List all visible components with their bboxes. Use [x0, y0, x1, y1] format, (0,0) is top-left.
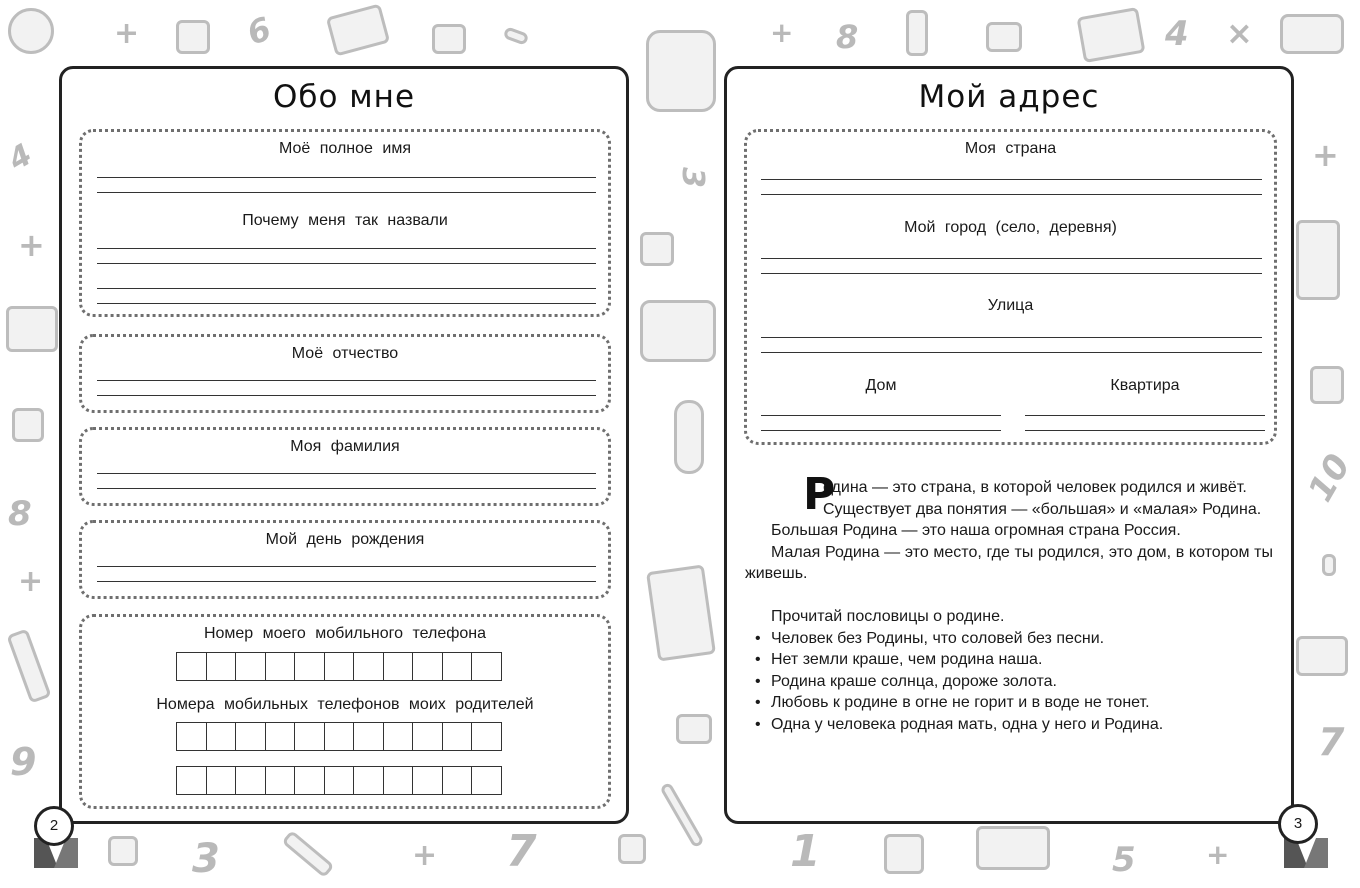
plus-doodle: + [18, 564, 44, 599]
digit-doodle: 7 [1318, 720, 1345, 764]
digit-cell[interactable] [383, 766, 414, 795]
full-name-line[interactable] [97, 177, 596, 178]
compass-icon [281, 830, 334, 878]
digit-cell[interactable] [294, 766, 325, 795]
city-label: Мой город (село, деревня) [904, 219, 1117, 236]
patronymic-line[interactable] [97, 395, 596, 396]
plus-doodle: + [1206, 838, 1230, 871]
digit-cell[interactable] [176, 766, 207, 795]
proverbs-intro: Прочитай пословицы о родине. [771, 607, 1005, 625]
mobile-label: Номер моего мобильного телефона [203, 625, 487, 642]
page-title: Мой адрес [918, 79, 1100, 115]
proverb-item: • Человек без Родины, что соловей без песни. [751, 628, 1273, 650]
parent-number-cells[interactable] [176, 766, 501, 795]
plus-doodle: + [18, 226, 45, 264]
scroll-icon [646, 564, 716, 661]
eraser-icon [986, 22, 1022, 52]
plus-doodle: + [1312, 136, 1339, 174]
apartment-line[interactable] [1025, 415, 1265, 416]
proverb-item: • Любовь к родине в огне не горит и в воде не тонет. [751, 692, 1273, 714]
digit-cell[interactable] [324, 652, 355, 681]
country-label: Моя страна [964, 140, 1057, 157]
calculator-icon [1310, 366, 1344, 404]
digit-cell[interactable] [353, 722, 384, 751]
plus-doodle: + [412, 838, 438, 873]
spacer [745, 585, 1273, 606]
digit-cell[interactable] [412, 652, 443, 681]
parent-number-cells[interactable] [176, 722, 501, 751]
chalk-icon [503, 26, 530, 45]
eraser-icon [432, 24, 466, 54]
paragraph-text: Существует два понятия — «большая» и «малая» Родина. [823, 500, 1262, 518]
digit-cell[interactable] [206, 722, 237, 751]
house-label: Дом [865, 377, 897, 394]
plus-doodle: + [114, 16, 140, 51]
digit-cell[interactable] [383, 652, 414, 681]
homeland-text [745, 469, 1273, 736]
chalk-icon [1322, 554, 1336, 576]
paragraph-text: одина — это страна, в которой человек родился и живёт. [823, 479, 1247, 496]
digit-cell[interactable] [412, 722, 443, 751]
digit-cell[interactable] [324, 766, 355, 795]
ruler-icon [6, 628, 51, 703]
digit-cell[interactable] [383, 722, 414, 751]
right-page [724, 66, 1294, 824]
why-named-label: Почему меня так назвали [242, 212, 448, 229]
mobile-number-cells[interactable] [176, 652, 501, 681]
proverb-item: • Нет земли краше, чем родина наша. [751, 649, 1273, 671]
full-name-line[interactable] [97, 192, 596, 193]
paragraph: Малая Родина — это место, где ты родился, это дом, в котором ты живешь. [745, 543, 1273, 583]
page-number-badge: 2 [34, 806, 74, 846]
pen-icon [659, 782, 704, 849]
digit-cell[interactable] [294, 652, 325, 681]
open-book-icon [1296, 636, 1348, 676]
times-doodle: × [1226, 14, 1253, 52]
street-line[interactable] [761, 337, 1262, 338]
apple-books-icon [640, 300, 716, 362]
digit-cell[interactable] [265, 766, 296, 795]
calculator-icon [640, 232, 674, 266]
digit-doodle: 3 [192, 836, 220, 882]
eraser-icon [676, 714, 712, 744]
book-icon [6, 306, 58, 352]
digit-cell[interactable] [442, 722, 473, 751]
digit-doodle: 10 [1300, 447, 1359, 509]
house-line[interactable] [761, 415, 1001, 416]
house-line[interactable] [761, 430, 1001, 431]
digit-cell[interactable] [353, 652, 384, 681]
apartment-label: Квартира [1110, 377, 1180, 394]
digit-doodle: 5 [1112, 840, 1136, 880]
calculator-icon [884, 834, 924, 874]
city-line[interactable] [761, 273, 1262, 274]
digit-cell[interactable] [235, 722, 266, 751]
ribbon-icon [1304, 838, 1328, 868]
digit-cell[interactable] [471, 722, 502, 751]
digit-cell[interactable] [176, 652, 207, 681]
page-number-badge: 3 [1278, 804, 1318, 844]
digit-cell[interactable] [206, 766, 237, 795]
digit-cell[interactable] [176, 722, 207, 751]
globe-icon [8, 8, 54, 54]
surname-line[interactable] [97, 473, 596, 474]
digit-cell[interactable] [442, 652, 473, 681]
puzzle-icon [176, 20, 210, 54]
address-section [744, 129, 1277, 445]
birthday-section [79, 520, 611, 599]
graduation-cap-icon [1280, 14, 1344, 54]
why-named-line[interactable] [97, 263, 596, 264]
digit-doodle: 8 [8, 494, 32, 534]
city-line[interactable] [761, 258, 1262, 259]
digit-cell[interactable] [235, 652, 266, 681]
full-name-label: Моё полное имя [279, 140, 411, 157]
digit-cell[interactable] [324, 722, 355, 751]
street-line[interactable] [761, 352, 1262, 353]
why-named-line[interactable] [97, 288, 596, 289]
birthday-line[interactable] [97, 581, 596, 582]
owl-icon [674, 400, 704, 474]
left-page [59, 66, 629, 824]
digit-cell[interactable] [206, 652, 237, 681]
digit-cell[interactable] [235, 766, 266, 795]
plus-doodle: + [770, 16, 794, 49]
digit-cell[interactable] [265, 722, 296, 751]
notebook-icon [326, 3, 390, 56]
eraser-icon [108, 836, 138, 866]
street-label: Улица [987, 297, 1034, 314]
drop-cap: Р [803, 469, 836, 520]
books-icon [906, 10, 928, 56]
birthday-label: Мой день рождения [265, 531, 425, 548]
country-line[interactable] [761, 194, 1262, 195]
proverb-item: • Одна у человека родная мать, одна у него и Родина. [751, 714, 1273, 736]
name-section [79, 129, 611, 317]
digit-cell[interactable] [442, 766, 473, 795]
digit-doodle: 4 [2, 137, 39, 178]
digit-doodle: 9 [10, 740, 37, 784]
digit-cell[interactable] [412, 766, 443, 795]
backpack-icon [646, 30, 716, 112]
digit-doodle: 8 [836, 18, 859, 56]
pencil-cup-icon [1296, 220, 1340, 300]
digit-cell[interactable] [471, 766, 502, 795]
apartment-line[interactable] [1025, 430, 1265, 431]
country-line[interactable] [761, 179, 1262, 180]
sharpener-icon [12, 408, 44, 442]
paragraph: Большая Родина — это наша огромная страна Россия. [771, 522, 1181, 540]
surname-line[interactable] [97, 488, 596, 489]
digit-doodle: 3 [674, 167, 710, 188]
why-named-line[interactable] [97, 303, 596, 304]
patronymic-section [79, 334, 611, 413]
surname-section [79, 427, 611, 506]
patronymic-line[interactable] [97, 380, 596, 381]
digit-doodle: 6 [242, 9, 277, 53]
proverb-item: • Родина краше солнца, дороже золота. [751, 671, 1273, 693]
digit-cell[interactable] [471, 652, 502, 681]
digit-cell[interactable] [265, 652, 296, 681]
page-title: Обо мне [272, 79, 416, 115]
ruler-triangle-icon [1076, 7, 1145, 63]
digit-cell[interactable] [353, 766, 384, 795]
phones-section [79, 614, 611, 809]
birthday-line[interactable] [97, 566, 596, 567]
why-named-line[interactable] [97, 248, 596, 249]
parents-mobile-label: Номера мобильных телефонов моих родителей [156, 696, 534, 713]
surname-label: Моя фамилия [290, 438, 400, 455]
open-book-icon [976, 826, 1050, 870]
digit-doodle: 7 [506, 826, 537, 877]
digit-cell[interactable] [294, 722, 325, 751]
patronymic-label: Моё отчество [291, 345, 399, 362]
digit-doodle: 1 [790, 826, 821, 877]
digit-doodle: 4 [1165, 14, 1189, 54]
eraser-icon [618, 834, 646, 864]
